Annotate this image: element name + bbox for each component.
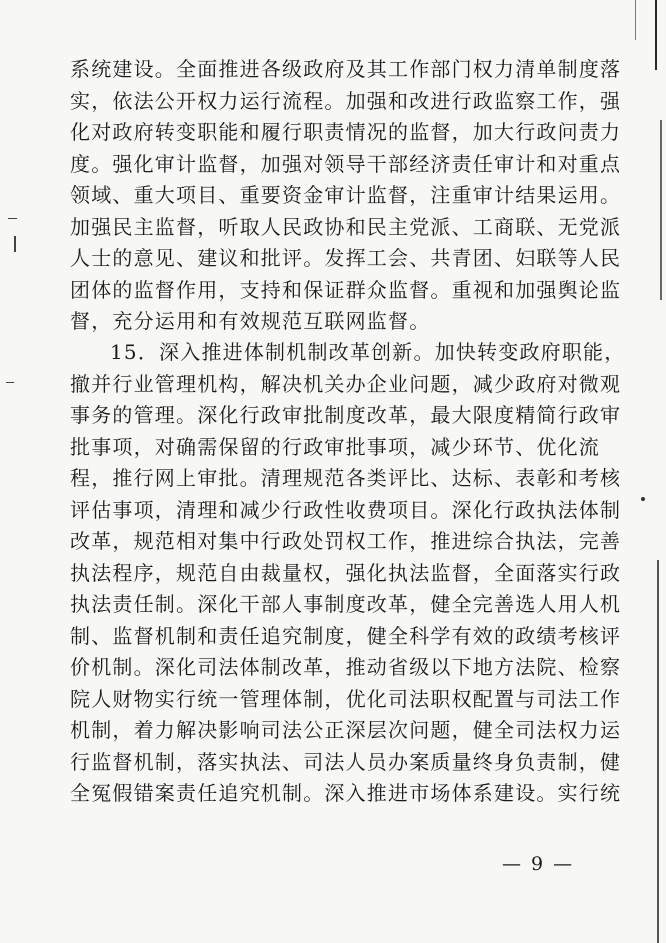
text-line: 行监督机制，落实执法、司法人员办案质量终身负责制，健 xyxy=(70,749,622,774)
text-line: 加强民主监督，听取人民政协和民主党派、工商联、无党派 xyxy=(70,214,622,239)
text-line: 督，充分运用和有效规范互联网监督。 xyxy=(70,309,431,333)
text-line: 执法程序，规范自由裁量权，强化执法监督，全面落实行政 xyxy=(70,560,622,585)
scan-edge-mark xyxy=(657,560,659,943)
scan-edge-mark xyxy=(660,120,662,300)
scan-edge-mark xyxy=(655,0,657,70)
text-line: 全冤假错案责任追究机制。深入推进市场体系建设。实行统 xyxy=(70,781,622,805)
text-line: 领域、重大项目、重要资金审计监督，注重审计结果运用。 xyxy=(70,183,622,207)
paragraph-reform xyxy=(70,337,626,810)
text-line: 事务的管理。深化行政审批制度改革，最大限度精简行政审 xyxy=(70,403,622,427)
text-line: 实，依法公开权力运行流程。加强和改进行政监察工作，强 xyxy=(70,88,622,113)
text-line: 执法责任制。深化干部人事制度改革，健全完善选人用人机 xyxy=(70,592,622,616)
text-line: 机制，着力解决影响司法公正深层次问题，健全司法权力运 xyxy=(70,718,622,742)
margin-tick xyxy=(8,218,17,219)
text-line: 15．深入推进体制机制改革创新。加快转变政府职能， xyxy=(110,340,626,364)
margin-tick xyxy=(6,382,14,383)
text-line: 批事项，对确需保留的行政审批事项，减少环节、优化流 xyxy=(70,434,600,459)
text-line: 人士的意见、建议和批评。发挥工会、共青团、妇联等人民 xyxy=(70,246,622,270)
scan-edge-mark xyxy=(635,0,636,40)
paragraph-oversight xyxy=(70,54,622,338)
text-line: 度。强化审计监督，加强对领导干部经济责任审计和对重点 xyxy=(70,151,622,176)
text-line: 化对政府转变职能和履行职责情况的监督，加大行政问责力 xyxy=(70,120,622,144)
text-line: 价机制。深化司法体制改革，推动省级以下地方法院、检察 xyxy=(70,655,622,679)
margin-dot xyxy=(641,497,645,501)
text-line: 制、监督机制和责任追究制度，健全科学有效的政绩考核评 xyxy=(70,623,622,648)
text-line: 撤并行业管理机构，解决机关办企业问题，减少政府对微观 xyxy=(70,371,622,396)
margin-tick xyxy=(14,236,16,252)
text-line: 改革，规范相对集中行政处罚权工作，推进综合执法，完善 xyxy=(70,529,622,553)
text-line: 程，推行网上审批。清理规范各类评比、达标、表彰和考核 xyxy=(70,466,622,490)
text-line: 院人财物实行统一管理体制，优化司法职权配置与司法工作 xyxy=(70,686,622,711)
text-line: 系统建设。全面推进各级政府及其工作部门权力清单制度落 xyxy=(70,57,622,81)
text-line: 团体的监督作用，支持和保证群众监督。重视和加强舆论监 xyxy=(70,277,622,302)
text-line: 评估事项，清理和减少行政性收费项目。深化行政执法体制 xyxy=(70,497,622,522)
page-number: — 9 — xyxy=(502,853,575,875)
